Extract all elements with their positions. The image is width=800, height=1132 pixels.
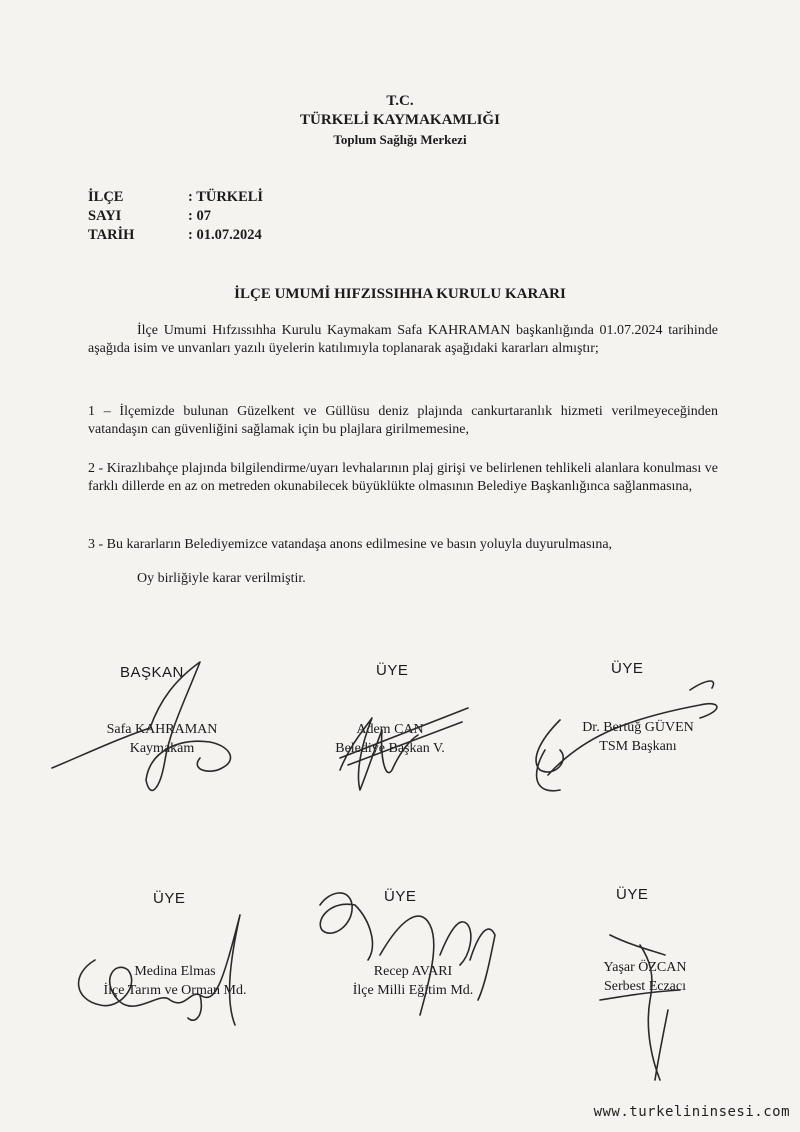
meta-row-date xyxy=(88,226,263,245)
signatory-name: Recep AVARI xyxy=(373,964,453,979)
meta-value: : TÜRKELİ xyxy=(188,189,264,205)
website-watermark: www.turkelininsesi.com xyxy=(593,1104,790,1120)
signatory-title: İlçe Tarım ve Orman Md. xyxy=(103,983,247,998)
meta-value: : 07 xyxy=(188,208,211,224)
signatory-role-member: ÜYE xyxy=(376,662,409,679)
header-line-tc: T.C. xyxy=(386,93,414,109)
decision-item-2: 2 - Kirazlıbahçe plajında bilgilendirme/uyarı levhalarının plaj girişi ve belirlenen tehlikeli alanlara konulması ve farklı dillerde en az on metreden okunabilecek büyüklükte olmasının Belediye Başkanlığınca sağlanmasına, xyxy=(88,461,718,494)
signatory-name: Yaşar ÖZCAN xyxy=(603,960,687,975)
header-line-unit: Toplum Sağlığı Merkezi xyxy=(333,132,467,147)
meta-row-number xyxy=(88,207,263,226)
meta-key: TARİH xyxy=(88,227,135,243)
meta-key: İLÇE xyxy=(88,189,124,205)
signatory-member-education xyxy=(318,962,508,1000)
signatory-role-member: ÜYE xyxy=(153,890,186,907)
decision-item-1: 1 – İlçemizde bulunan Güzelkent ve Güllüsu deniz plajında cankurtaranlık hizmeti verilmeyeceğinden vatandaşın can güvenliğini sağlamak için bu plajlara girilmemesine, xyxy=(88,404,718,437)
letterhead xyxy=(0,92,800,149)
signatory-member-pharmacist xyxy=(565,958,725,996)
signatory-chair xyxy=(82,720,242,758)
intro-paragraph: İlçe Umumi Hıfzıssıhha Kurulu Kaymakam Safa KAHRAMAN başkanlığında 01.07.2024 tarihinde aşağıda isim ve unvanları yazılı üyelerin katılımıyla toplanarak aşağıdaki kararları almıştır; xyxy=(88,323,718,356)
signatory-name: Dr. Bertuğ GÜVEN xyxy=(582,720,694,735)
meta-value: : 01.07.2024 xyxy=(188,227,262,243)
signatory-name: Medina Elmas xyxy=(134,964,216,979)
document-meta xyxy=(88,188,263,245)
signatory-name: Adem CAN xyxy=(356,722,424,737)
signatory-title: Serbest Eczacı xyxy=(603,979,686,994)
signatory-member-municipality xyxy=(310,720,470,758)
document-title: İLÇE UMUMİ HIFZISSIHHA KURULU KARARI xyxy=(234,286,566,302)
meta-row-district xyxy=(88,188,263,207)
meta-key: SAYI xyxy=(88,208,122,224)
decision-item-3: 3 - Bu kararların Belediyemizce vatandaşa anons edilmesine ve basın yoluyla duyurulmasına, xyxy=(88,537,613,552)
signatory-role-member: ÜYE xyxy=(616,886,649,903)
signatory-title: TSM Başkanı xyxy=(599,739,677,754)
closing-statement: Oy birliğiyle karar verilmiştir. xyxy=(137,571,306,586)
header-line-institution: TÜRKELİ KAYMAKAMLIĞI xyxy=(300,112,500,128)
signatory-role-member: ÜYE xyxy=(611,660,644,677)
signatory-member-health xyxy=(558,718,718,756)
signatory-role-chair: BAŞKAN xyxy=(120,664,184,681)
signatory-role-member: ÜYE xyxy=(384,888,417,905)
signature-pharmacist xyxy=(600,935,680,1080)
signatory-title: İlçe Milli Eğitim Md. xyxy=(352,983,474,998)
signatory-member-agriculture xyxy=(70,962,280,1000)
signatory-title: Belediye Başkan V. xyxy=(335,741,445,756)
signatory-title: Kaymakam xyxy=(129,741,195,756)
signatory-name: Safa KAHRAMAN xyxy=(106,722,218,737)
